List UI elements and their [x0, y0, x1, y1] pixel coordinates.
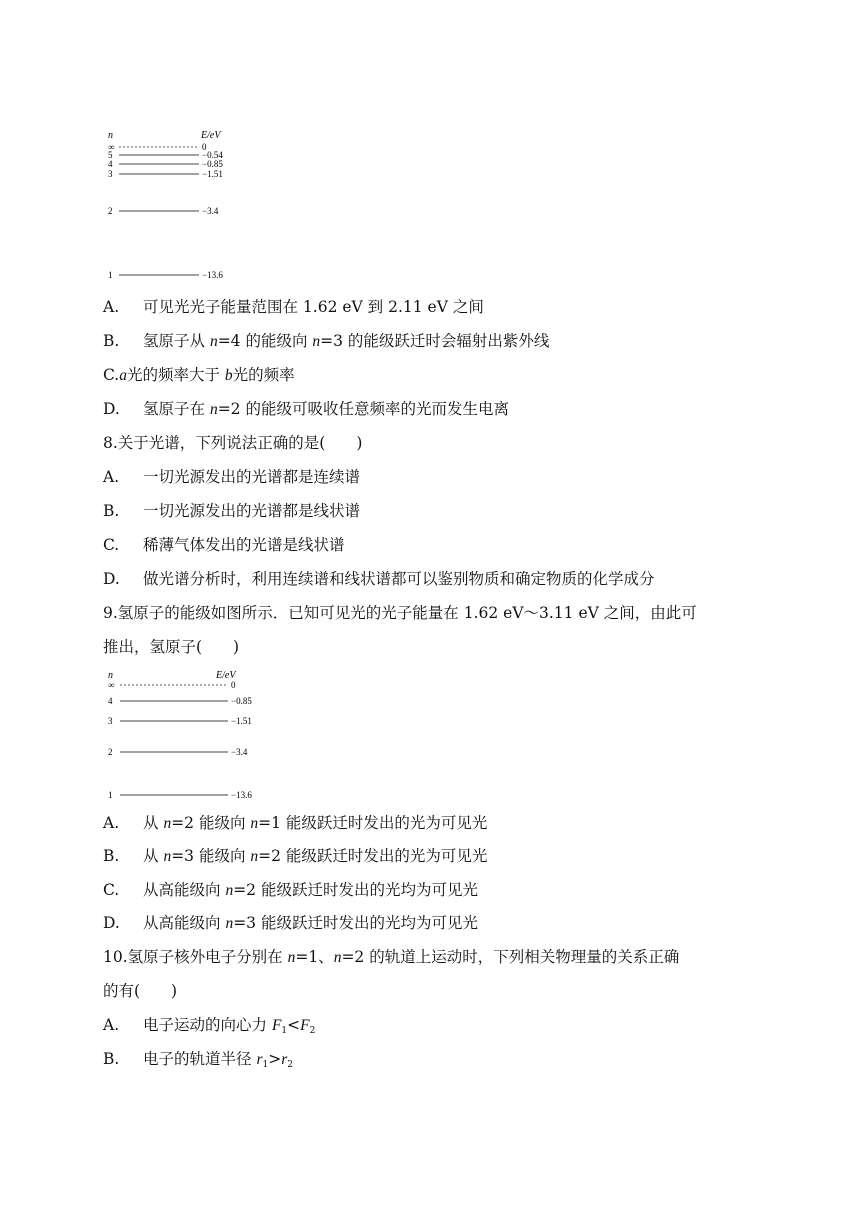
level-n-3: 3: [108, 716, 113, 726]
q8-option-b: B. 一切光源发出的光谱都是线状谱: [103, 502, 361, 520]
level-e-3: −1.51: [231, 716, 252, 726]
q7-option-a: A. 可见光光子能量范围在 1.62 eV 到 2.11 eV 之间: [103, 298, 484, 316]
q8-option-d: D. 做光谱分析时，利用连续谱和线状谱都可以鉴别物质和确定物质的化学成分: [103, 570, 655, 588]
q10-option-b: B. 电子的轨道半径 $r_1>r_2$: [103, 1050, 293, 1070]
q8-option-a: A. 一切光源发出的光谱都是连续谱: [103, 468, 361, 486]
level-e-1: −13.6: [231, 790, 252, 800]
q9-option-b: B. 从 n=3 能级向 n=2 能级跃迁时发出的光为可见光: [103, 847, 488, 865]
level-n-5: 5: [108, 150, 113, 160]
q9-option-a: A. 从 n=2 能级向 n=1 能级跃迁时发出的光为可见光: [103, 814, 488, 832]
diagram-e-label: E/eV: [216, 670, 236, 681]
level-n-4: 4: [108, 696, 113, 706]
level-n-4: 4: [108, 159, 113, 169]
level-e-2: −3.4: [231, 747, 248, 757]
level-e-inf: 0: [231, 680, 236, 690]
level-e-3: −1.51: [202, 169, 223, 179]
diagram-n-label: n: [108, 130, 113, 141]
q10-stem-line2: 的有( ): [103, 982, 178, 1000]
level-n-2: 2: [108, 747, 113, 757]
q8-stem: 8.关于光谱，下列说法正确的是( ): [103, 434, 363, 452]
level-n-inf: ∞: [108, 142, 115, 152]
q7-option-b: B. 氢原子从 n=4 的能级向 n=3 的能级跃迁时会辐射出紫外线: [103, 332, 550, 350]
q7-option-d: D. 氢原子在 n=2 的能级可吸收任意频率的光而发生电离: [103, 400, 509, 418]
q9-stem-line2: 推出，氢原子( ): [103, 638, 240, 656]
level-n-2: 2: [108, 206, 113, 216]
q10-stem-line1: 10.氢原子核外电子分别在 n=1、n=2 的轨道上运动时，下列相关物理量的关系正确: [103, 948, 680, 966]
energy-level-diagram-2: [104, 666, 274, 802]
level-e-5: −0.54: [202, 150, 223, 160]
diagram-e-label: E/eV: [201, 130, 221, 141]
level-e-4: −0.85: [231, 696, 252, 706]
level-e-4: −0.85: [202, 159, 223, 169]
q9-stem-line1: 9.氢原子的能级如图所示．已知可见光的光子能量在 1.62 eV～3.11 eV 之间，由此可: [103, 604, 697, 622]
level-n-1: 1: [108, 270, 113, 280]
q7-option-c: C.a光的频率大于 b光的频率: [103, 366, 295, 384]
q8-option-c: C. 稀薄气体发出的光谱是线状谱: [103, 536, 345, 554]
level-e-2: −3.4: [202, 206, 219, 216]
q10-option-a: A. 电子运动的向心力 $F_1<F_2$: [103, 1016, 316, 1036]
diagram-n-label: n: [108, 670, 113, 681]
level-e-inf: 0: [202, 142, 207, 152]
q9-option-c: C. 从高能级向 n=2 能级跃迁时发出的光均为可见光: [103, 881, 478, 899]
level-n-1: 1: [108, 790, 113, 800]
level-n-3: 3: [108, 169, 113, 179]
level-n-inf: ∞: [108, 680, 115, 690]
energy-level-diagram-1: [105, 126, 255, 286]
q9-option-d: D. 从高能级向 n=3 能级跃迁时发出的光均为可见光: [103, 914, 478, 932]
level-e-1: −13.6: [202, 270, 223, 280]
